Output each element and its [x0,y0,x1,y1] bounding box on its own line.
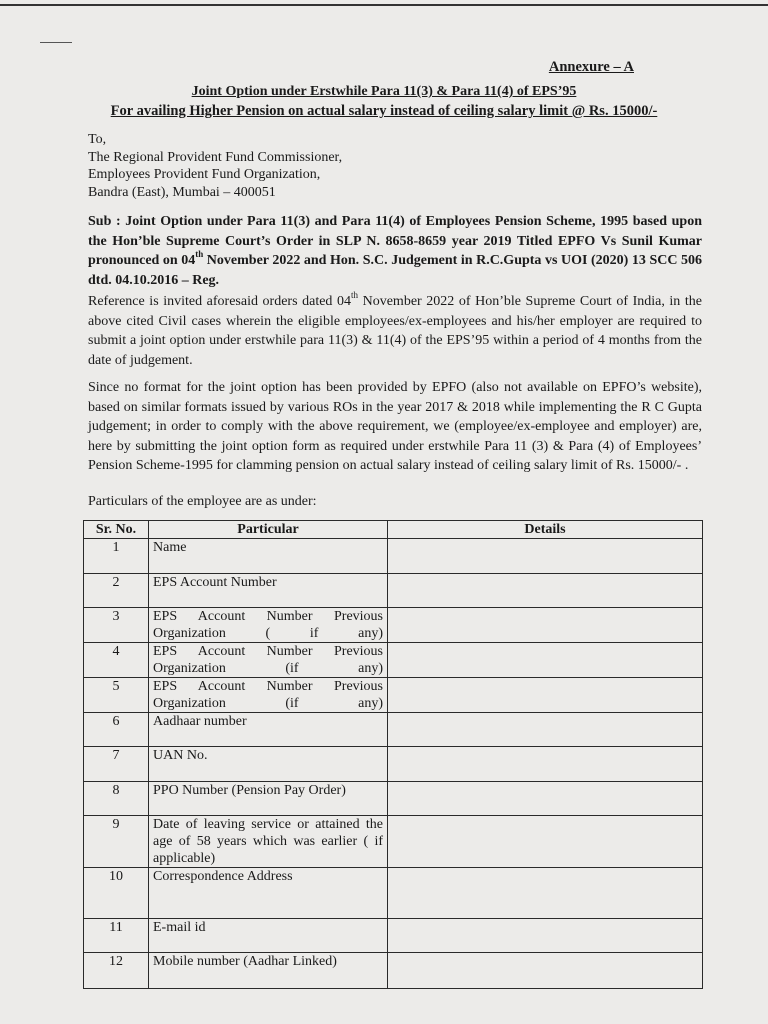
row-details-field[interactable] [388,868,703,919]
table-row [84,574,703,608]
row-particular: Mobile number (Aadhar Linked) [149,953,388,989]
address-line2: Employees Provident Fund Organization, [88,167,321,182]
row-details-field[interactable] [388,953,703,989]
subject-paragraph [88,212,702,290]
recipient-address [88,131,342,201]
format-paragraph: Since no format for the joint option has been provided by EPFO (also not available on EPFO’s website), based on similar formats issued by various ROs in the year 2017 & 2018 while implementing the R C Gupta judgement; in order to comply with the above requirement, we (employee/ex-employee and employer) are, here by submitting the joint option form as required under erstwhile Para 11 (3) & Para (4) of Employees’ Pension Scheme-1995 for clamming pension on actual salary instead of ceiling salary limit of Rs. 15000/- . [88,380,702,473]
row-particular: UAN No. [149,747,388,782]
row-sr: 1 [84,539,149,574]
address-to: To, [88,132,107,147]
row-details-field[interactable] [388,643,703,678]
row-particular: Date of leaving service or attained the age of 58 years which was earlier ( if applicable) [149,816,388,868]
row-particular: EPS Account Number [149,574,388,608]
top-border-line [0,4,768,6]
row-sr: 5 [84,678,149,713]
reference-text-2: November 2022 of Hon’ble Supreme Court of India, in the above cited Civil cases wherein the eligible employees/ex-employees and his/her employer are required to submit a joint option under erstwhile para 11(3) & 11(4) of the EPS’95 within a period of 4 months from the date of judgement. [88,294,702,368]
table-row [84,678,703,713]
table-row [84,953,703,989]
row-details-field[interactable] [388,608,703,643]
row-particular: PPO Number (Pension Pay Order) [149,782,388,816]
row-sr: 2 [84,574,149,608]
header-sr-no: Sr. No. [84,521,149,539]
table-row [84,713,703,747]
row-particular: Name [149,539,388,574]
margin-mark [40,42,72,43]
row-sr: 8 [84,782,149,816]
row-details-field[interactable] [388,816,703,868]
subject-sup: th [195,249,204,260]
table-row [84,643,703,678]
table-row [84,919,703,953]
row-sr: 10 [84,868,149,919]
document-title-line1: Joint Option under Erstwhile Para 11(3) & Para 11(4) of EPS’95 [191,84,577,99]
employee-particulars-table [83,520,703,989]
table-header-row [84,521,703,539]
reference-sup: th [351,290,359,301]
row-particular: EPS Account Number Previous Organization ( if any) [149,608,388,643]
reference-text-1: Reference is invited aforesaid orders dated 04 [88,294,352,309]
row-details-field[interactable] [388,713,703,747]
header-details: Details [388,521,703,539]
annexure-label: Annexure – A [548,59,634,75]
row-particular: E-mail id [149,919,388,953]
reference-paragraph [88,292,702,370]
row-sr: 9 [84,816,149,868]
row-sr: 6 [84,713,149,747]
particulars-intro: Particulars of the employee are as under: [88,494,317,509]
row-details-field[interactable] [388,539,703,574]
table-row [84,539,703,574]
subject-text-2: November 2022 and Hon. S.C. Judgement in R.C.Gupta vs UOI (2020) 13 SCC 506 dtd. 04.10.2016 – Reg. [88,253,703,288]
header-particular: Particular [149,521,388,539]
subject-text-1: Sub : Joint Option under Para 11(3) and Para 11(4) of Employees Pension Scheme, 1995 based upon the Hon’ble Supreme Court’s Order in SLP N. 8658-8659 year 2019 Titled EPFO Vs Sunil Kumar pronounced on 04 [88,214,702,268]
table-row [84,816,703,868]
row-details-field[interactable] [388,678,703,713]
table-row [84,868,703,919]
address-line1: The Regional Provident Fund Commissioner, [88,149,343,165]
row-sr: 12 [84,953,149,989]
row-particular: Correspondence Address [149,868,388,919]
row-sr: 3 [84,608,149,643]
table-row [84,747,703,782]
table-row [84,782,703,816]
document-title-line2: For availing Higher Pension on actual salary instead of ceiling salary limit @ Rs. 15000/- [110,103,658,119]
address-line3: Bandra (East), Mumbai – 400051 [88,184,276,200]
row-details-field[interactable] [388,919,703,953]
row-particular: EPS Account Number Previous Organization (if any) [149,678,388,713]
row-sr: 4 [84,643,149,678]
row-particular: EPS Account Number Previous Organization (if any) [149,643,388,678]
row-details-field[interactable] [388,747,703,782]
row-details-field[interactable] [388,782,703,816]
row-particular: Aadhaar number [149,713,388,747]
row-sr: 7 [84,747,149,782]
table-row [84,608,703,643]
row-sr: 11 [84,919,149,953]
row-details-field[interactable] [388,574,703,608]
